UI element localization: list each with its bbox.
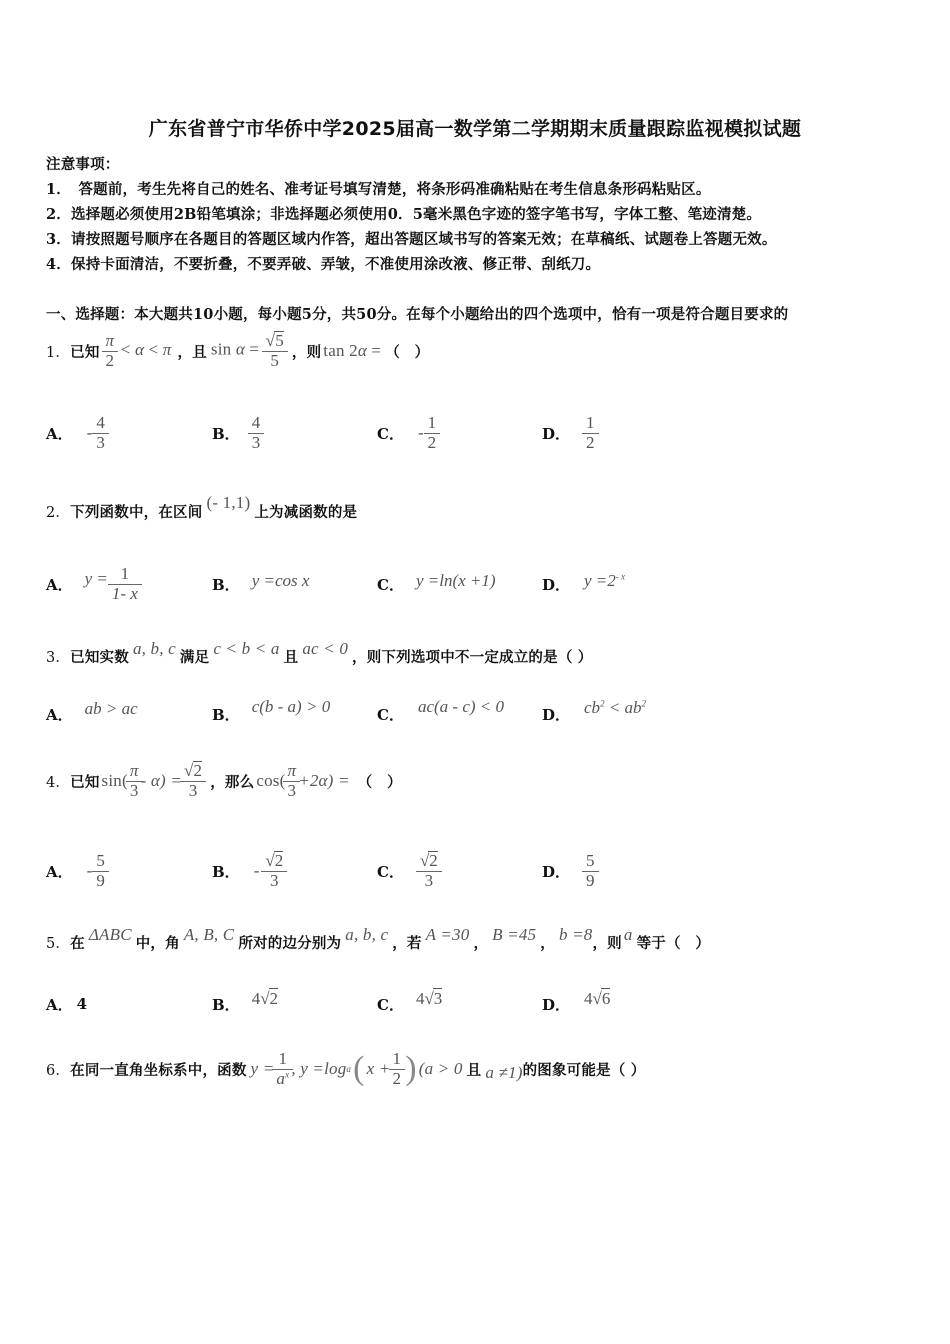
- term: < ab: [604, 698, 642, 717]
- sides: a, b, c: [345, 925, 389, 944]
- question-3: [46, 638, 592, 674]
- question-text: 等于（ ）: [636, 934, 711, 952]
- option-d[interactable]: [542, 986, 610, 1022]
- question-5: [46, 924, 710, 960]
- condition-2: ac < 0: [302, 639, 349, 658]
- pi-symbol: π: [162, 339, 172, 359]
- fraction: [263, 851, 285, 890]
- exponent: x: [285, 1068, 290, 1079]
- lt-sign: <: [120, 339, 131, 359]
- numerator: π: [105, 330, 115, 350]
- log-label: , y =log: [291, 1059, 347, 1078]
- fraction: [274, 1050, 291, 1088]
- expr-part: x +: [366, 1059, 391, 1078]
- numerator: √2: [419, 851, 438, 871]
- option-expr: ab > ac: [84, 699, 138, 718]
- alpha-symbol: α: [235, 339, 245, 359]
- log-base: a: [346, 1064, 352, 1074]
- radicand: 2: [269, 988, 279, 1008]
- question-text: 且: [283, 648, 299, 666]
- question-4: [46, 756, 402, 806]
- option-expr: 4√3: [415, 988, 443, 1008]
- option-expr: [584, 571, 625, 591]
- alpha-symbol: α: [357, 341, 367, 360]
- question-text: ，则: [592, 934, 622, 952]
- condition-sin: [211, 331, 286, 370]
- question-text: 的图象可能是（ ）: [522, 1061, 646, 1079]
- option-a[interactable]: [46, 560, 140, 608]
- question-text: ，则下列选项中不一定成立的是（ ）: [352, 648, 593, 666]
- alpha-symbol: α: [134, 339, 145, 359]
- option-label: D．: [542, 995, 571, 1014]
- numerator: 4: [251, 412, 261, 432]
- question-1-options: [46, 408, 846, 458]
- condition-range: [104, 332, 172, 370]
- condition-2: a ≠1): [485, 1063, 523, 1082]
- denominator: 2: [586, 432, 595, 452]
- question-text: 中，角: [135, 934, 180, 952]
- y-equals: y =: [84, 569, 108, 588]
- numerator: 5: [586, 850, 595, 870]
- question-text: 上为减函数的是: [254, 503, 358, 521]
- option-label: C．: [377, 705, 404, 724]
- coefficient: 4: [251, 988, 261, 1008]
- denominator: 3: [251, 432, 261, 452]
- numerator: 1: [392, 1048, 402, 1068]
- condition-1: c < b < a: [213, 639, 280, 658]
- condition-a: A =30: [425, 925, 470, 944]
- numerator: 5: [96, 850, 105, 870]
- option-b[interactable]: [212, 986, 278, 1022]
- option-b[interactable]: [212, 560, 309, 608]
- question-2-options: [46, 560, 846, 608]
- side-a: a: [623, 925, 633, 944]
- numerator: √2: [184, 761, 203, 781]
- fraction: [584, 414, 597, 452]
- radicand: 2: [429, 851, 438, 871]
- option-expr: 4: [76, 995, 88, 1013]
- question-text: ，若: [392, 934, 422, 952]
- option-label: A．: [46, 575, 73, 594]
- option-label: A．: [46, 424, 73, 443]
- target-expr: [323, 341, 381, 361]
- denominator: 3: [188, 781, 198, 800]
- option-label: B．: [212, 575, 240, 594]
- triangle: ΔABC: [88, 925, 132, 944]
- fraction: [391, 1050, 404, 1088]
- option-label: A．: [46, 862, 73, 881]
- question-text: 满足: [179, 648, 210, 666]
- option-label: B．: [212, 705, 240, 724]
- option-d[interactable]: [542, 846, 597, 896]
- option-expr: y =ln(x +1): [415, 571, 496, 590]
- answer-blank: （ ）: [385, 343, 430, 361]
- denominator: 2: [427, 432, 437, 452]
- option-d[interactable]: [542, 560, 625, 608]
- exponent: 2: [600, 698, 605, 709]
- question-6: [46, 1044, 645, 1094]
- paren-right: ): [405, 1050, 417, 1087]
- fraction: [264, 331, 286, 370]
- y-equals: y =: [250, 1059, 275, 1078]
- radicand: 3: [433, 988, 443, 1008]
- option-label: A．: [46, 705, 73, 724]
- fraction: [94, 852, 107, 890]
- denominator: 9: [586, 870, 595, 890]
- numerator: √5: [265, 331, 284, 351]
- denominator: 1- x: [111, 583, 138, 603]
- option-label: B．: [212, 862, 240, 881]
- radicand: 5: [275, 331, 284, 351]
- minus-sign: -: [86, 423, 93, 442]
- option-c[interactable]: [377, 694, 504, 734]
- option-label: B．: [212, 424, 240, 443]
- separator: ，: [473, 934, 489, 952]
- option-a[interactable]: [46, 694, 138, 734]
- condition-side-b: b =8: [558, 925, 593, 944]
- denominator: 2: [105, 350, 115, 370]
- option-b[interactable]: [212, 694, 330, 734]
- target-expr: [256, 762, 349, 800]
- option-expr: [584, 698, 646, 718]
- fraction: [418, 851, 440, 890]
- option-c[interactable]: [377, 408, 438, 458]
- expr-part: - α) =: [140, 771, 182, 790]
- interval: (- 1,1): [206, 493, 251, 512]
- numerator: π: [287, 760, 297, 780]
- fraction: [94, 414, 107, 452]
- option-b[interactable]: [212, 846, 285, 896]
- question-1: [46, 328, 429, 374]
- option-label: A．: [46, 995, 73, 1014]
- question-text: 已知: [70, 773, 100, 791]
- lt-sign: <: [148, 339, 159, 359]
- question-text: ，那么: [210, 773, 255, 791]
- denominator: 5: [270, 351, 280, 370]
- numerator: 1: [427, 412, 437, 432]
- option-c[interactable]: [377, 986, 442, 1022]
- equals-sign: =: [249, 339, 260, 359]
- variables: a, b, c: [132, 639, 176, 658]
- notice-heading: 注意事项：: [46, 156, 120, 173]
- denominator: [274, 1070, 291, 1089]
- question-text: 所对的边分别为: [238, 934, 342, 952]
- equals-sign: =: [371, 341, 382, 360]
- option-expr: ac(a - c) < 0: [417, 697, 504, 716]
- option-b[interactable]: [212, 408, 262, 458]
- page-title: 广东省普宁市华侨中学2025届高一数学第二学期期末质量跟踪监视模拟试题: [148, 118, 802, 140]
- notice-item-3: 3．请按照题号顺序在各题目的答题区域内作答，超出答题区域书写的答案无效；在草稿纸、试题卷上答题无效。: [46, 231, 777, 248]
- numerator: 1: [586, 412, 595, 432]
- condition-b: B =45: [492, 925, 537, 944]
- fraction: [110, 565, 140, 603]
- question-text: 在同一直角坐标系中，函数: [70, 1061, 247, 1079]
- fraction: [250, 414, 263, 452]
- denominator: 2: [392, 1068, 402, 1088]
- option-c[interactable]: [377, 560, 496, 608]
- question-text: ，且: [177, 343, 207, 361]
- option-label: D．: [542, 424, 571, 443]
- angles: A, B, C: [183, 925, 235, 944]
- option-expr: y =cos x: [251, 571, 310, 590]
- numerator: √2: [265, 851, 284, 871]
- question-number: 1．: [46, 344, 71, 361]
- expr-part: +2α) =: [298, 771, 350, 790]
- question-text: 已知实数: [70, 648, 129, 666]
- question-4-options: [46, 846, 846, 896]
- question-2: [46, 494, 357, 528]
- question-number: 4．: [46, 774, 71, 791]
- denominator: 3: [129, 780, 139, 800]
- minus-sign: -: [417, 423, 424, 442]
- paren-left: (: [353, 1050, 365, 1087]
- question-text: 且: [466, 1061, 482, 1079]
- notice-item-4: 4．保持卡面清洁，不要折叠，不要弄破、弄皱，不准使用涂改液、修正带、刮纸刀。: [46, 256, 601, 273]
- question-text: ，则: [291, 343, 322, 361]
- denominator: 3: [287, 780, 297, 800]
- sin-label: sin: [210, 339, 232, 359]
- exponent: 2: [641, 698, 647, 709]
- tan-label: tan 2: [323, 341, 358, 360]
- fraction: [584, 852, 597, 890]
- condition: (a > 0: [418, 1059, 463, 1078]
- cos-label: cos(: [256, 771, 286, 790]
- option-a[interactable]: [46, 986, 87, 1022]
- separator: ，: [540, 934, 555, 952]
- radicand: 2: [274, 851, 284, 871]
- option-label: C．: [377, 575, 404, 594]
- option-expr: 4√2: [251, 988, 279, 1008]
- option-expr: c(b - a) > 0: [251, 697, 331, 716]
- base: a: [276, 1068, 286, 1088]
- exponent: - x: [615, 571, 626, 582]
- base: y =2: [584, 571, 616, 590]
- question-number: 3．: [46, 649, 71, 666]
- option-a[interactable]: [46, 846, 107, 896]
- fraction: [285, 762, 298, 800]
- coefficient: 4: [584, 988, 593, 1008]
- fraction: [182, 761, 204, 800]
- option-label: D．: [542, 862, 571, 881]
- minus-sign: -: [86, 861, 93, 880]
- fraction: [128, 762, 141, 800]
- numerator: 1: [278, 1048, 288, 1068]
- question-text: 在: [70, 934, 85, 952]
- option-c[interactable]: [377, 846, 440, 896]
- numerator: 4: [96, 412, 105, 432]
- denominator: 3: [270, 871, 279, 890]
- question-3-options: [46, 694, 846, 734]
- radicand: 2: [193, 761, 203, 781]
- function-expr: [251, 1050, 463, 1088]
- option-label: C．: [377, 995, 404, 1014]
- question-number: 6．: [46, 1062, 71, 1079]
- question-number: 5．: [46, 935, 71, 952]
- numerator: π: [129, 760, 139, 780]
- fraction: [426, 414, 439, 452]
- question-text: 下列函数中，在区间: [70, 503, 203, 521]
- notice-item-1: 1． 答题前，考生先将自己的姓名、准考证号填写清楚，将条形码准确粘贴在考生信息条形码粘贴区。: [46, 181, 711, 198]
- option-label: B．: [212, 995, 240, 1014]
- section-heading: 一、选择题：本大题共10小题，每小题5分，共50分。在每个小题给出的四个选项中，恰有一项是符合题目要求的: [46, 306, 789, 323]
- option-d[interactable]: [542, 408, 597, 458]
- given-expr: [102, 761, 205, 800]
- denominator: 3: [96, 432, 105, 452]
- minus-sign: -: [253, 861, 260, 880]
- term: cb: [584, 698, 601, 717]
- answer-blank: （ ）: [357, 773, 402, 791]
- option-a[interactable]: [46, 408, 107, 458]
- question-5-options: [46, 986, 846, 1022]
- coefficient: 4: [415, 988, 425, 1008]
- option-label: D．: [542, 575, 571, 594]
- notice-item-2: 2．选择题必须使用2B铅笔填涂；非选择题必须使用0．5毫米黑色字迹的签字笔书写，字体工整、笔迹清楚。: [46, 206, 762, 223]
- question-number: 2．: [46, 504, 71, 521]
- denominator: 9: [96, 870, 105, 890]
- fraction: [104, 332, 117, 370]
- sin-label: sin(: [101, 771, 128, 790]
- option-d[interactable]: [542, 694, 646, 734]
- question-text: 已知: [70, 343, 100, 361]
- option-expr: 4√6: [584, 988, 611, 1008]
- option-label: C．: [377, 862, 404, 881]
- numerator: 1: [120, 563, 130, 583]
- radicand: 6: [601, 988, 611, 1008]
- option-label: D．: [542, 705, 571, 724]
- option-label: C．: [377, 424, 404, 443]
- denominator: 3: [424, 871, 434, 890]
